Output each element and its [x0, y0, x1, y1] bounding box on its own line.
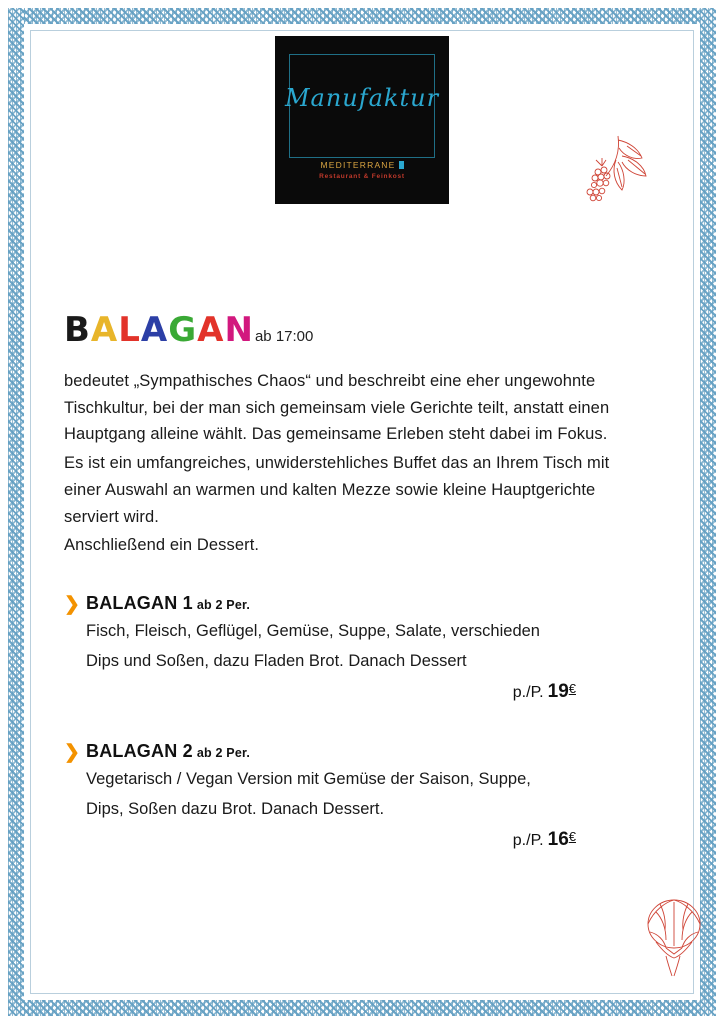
- title-letter-g: G: [168, 310, 198, 350]
- logo-script-text: Manufaktur: [284, 84, 440, 112]
- title-letter-l: L: [118, 310, 141, 350]
- item-2-description-line-2: Dips, Soßen dazu Brot. Danach Dessert.: [86, 800, 385, 819]
- item-1-description-line-2: Dips und Soßen, dazu Fladen Brot. Danach Dessert: [86, 652, 467, 671]
- title-letter-a2: A: [140, 310, 169, 350]
- logo-subtitle-mediterrane: [275, 160, 449, 170]
- item-1-heading: [86, 593, 654, 614]
- border-top: [8, 8, 716, 24]
- title-letter-a3: A: [197, 310, 225, 350]
- border-right: [700, 8, 716, 1016]
- chevron-icon: ❯: [64, 594, 80, 616]
- item-1-price-currency: €: [568, 680, 576, 696]
- title-letter-a1: A: [90, 310, 119, 350]
- menu-content: [64, 310, 654, 851]
- item-1-price-row: [86, 681, 576, 703]
- logo-subtitle-text: MEDITERRANE: [320, 160, 396, 170]
- item-2-price-amount: 16: [547, 828, 569, 850]
- intro-paragraph-2: Es ist ein umfangreiches, unwiderstehliches Buffet das an Ihrem Tisch mit einer Auswahl an warmen und kalten Mezze sowie kleine Hauptgerichte serviert wird.: [64, 454, 610, 526]
- intro-paragraph-3: Anschließend ein Dessert.: [64, 536, 260, 555]
- item-2-price-row: [86, 829, 576, 851]
- item-2-price-label: p./P.: [512, 831, 544, 849]
- balagan-title: [64, 310, 254, 350]
- page-title: [64, 310, 654, 350]
- item-2-subtitle: ab 2 Per.: [196, 745, 251, 760]
- title-letter-b: B: [64, 310, 91, 350]
- item-2-title: BALAGAN 2: [86, 740, 193, 761]
- logo-subtitle-restaurant: Restaurant & Feinkost: [319, 173, 405, 180]
- border-left: [8, 8, 24, 1016]
- menu-item-balagan-1: [64, 593, 654, 703]
- intro-paragraph-1: bedeutet „Sympathisches Chaos“ und beschreibt eine eher ungewohnte Tischkultur, bei der man sich gemeinsam viele Gerichte teilt, anstatt einen Hauptgang alleine wählt. Das gemeinsame Erleben steht dabei im Fokus.: [64, 372, 610, 444]
- menu-items-list: [64, 593, 654, 851]
- logo-accent-block: [399, 161, 404, 169]
- item-1-price-label: p./P.: [512, 683, 544, 701]
- item-1-title: BALAGAN 1: [86, 593, 193, 614]
- title-time-note: ab 17:00: [254, 328, 314, 345]
- border-bottom: [8, 1000, 716, 1016]
- title-letter-n: N: [224, 310, 254, 350]
- chevron-icon: ❯: [64, 741, 80, 763]
- menu-item-balagan-2: [64, 741, 654, 851]
- item-1-description-line-1: Fisch, Fleisch, Geflügel, Gemüse, Suppe, Salate, verschieden: [86, 622, 540, 641]
- item-2-price-currency: €: [568, 828, 576, 844]
- item-2-heading: [86, 741, 654, 762]
- restaurant-logo: [275, 36, 449, 204]
- item-1-subtitle: ab 2 Per.: [196, 598, 251, 613]
- item-2-description-line-1: Vegetarisch / Vegan Version mit Gemüse der Saison, Suppe,: [86, 769, 531, 788]
- item-1-price-amount: 19: [547, 680, 569, 702]
